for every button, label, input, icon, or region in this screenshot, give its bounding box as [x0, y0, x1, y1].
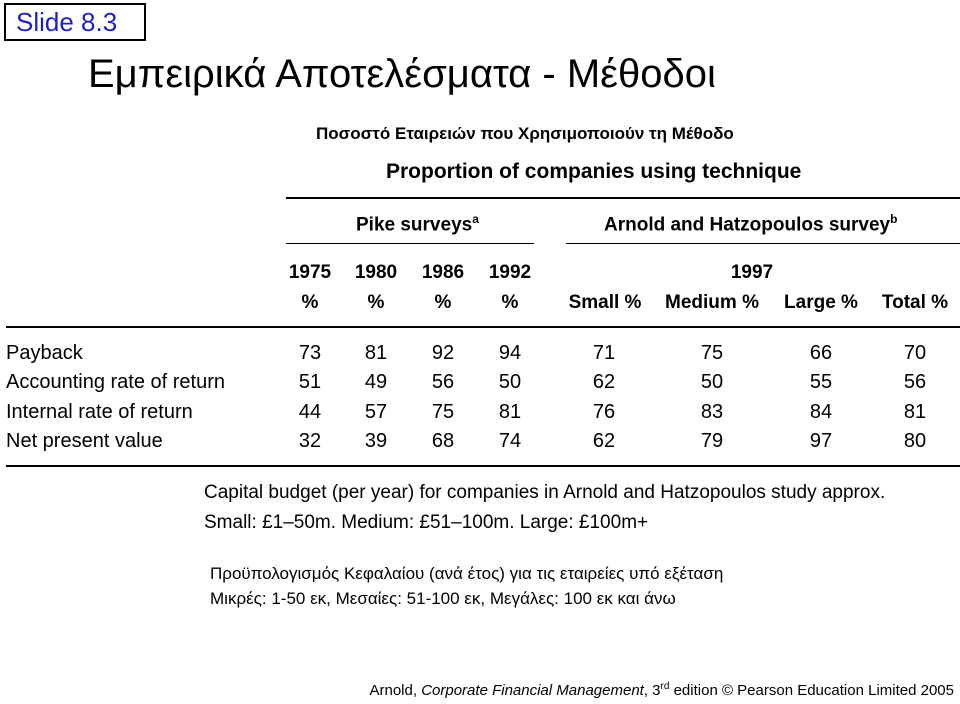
table-cell: 81	[498, 401, 522, 423]
capital-budget-note: Capital budget (per year) for companies in Arnold and Hatzopoulos study approx.	[204, 482, 886, 503]
column-header: %	[501, 292, 519, 313]
row-label: Net present value	[6, 430, 163, 452]
table-cell: 62	[592, 430, 616, 452]
table-cell: 71	[592, 342, 616, 364]
row-label: Internal rate of return	[6, 401, 193, 423]
table-cell: 80	[903, 430, 927, 452]
table-cell: 75	[431, 401, 455, 423]
table-cell: 92	[431, 342, 455, 364]
greek-size-definition-note: Μικρές: 1-50 εκ, Μεσαίες: 51-100 εκ, Μεγάλες: 100 εκ και άνω	[210, 589, 676, 608]
year-header: 1975	[288, 262, 332, 283]
year-header: 1997	[730, 262, 774, 283]
group-pike-label: Pike surveys$^a$	[356, 212, 479, 236]
table-cell: 66	[809, 342, 833, 364]
column-header: Small %	[568, 292, 642, 313]
column-header: Total %	[881, 292, 949, 313]
table-cell: 39	[364, 430, 388, 452]
greek-capital-budget-note: Προϋπολογισμός Κεφαλαίου (ανά έτος) για τις εταιρείες υπό εξέταση	[210, 564, 724, 583]
table-cell: 51	[298, 371, 322, 393]
table-cell: 50	[700, 371, 724, 393]
year-header: 1980	[354, 262, 398, 283]
group-arnold-label: Arnold and Hatzopoulos survey$^b$	[604, 212, 898, 236]
table-cell: 56	[431, 371, 455, 393]
column-header: %	[367, 292, 385, 313]
table-cell: 74	[498, 430, 522, 452]
table-cell: 62	[592, 371, 616, 393]
row-label: Accounting rate of return	[6, 371, 226, 393]
size-definition-note: Small: £1–50m. Medium: £51–100m. Large: £100m+	[204, 512, 649, 533]
year-header: 1986	[421, 262, 465, 283]
table-cell: 44	[298, 401, 322, 423]
table-cell: 50	[498, 371, 522, 393]
table-cell: 83	[700, 401, 724, 423]
table-cell: 32	[298, 430, 322, 452]
table-cell: 70	[903, 342, 927, 364]
table-cell: 73	[298, 342, 322, 364]
table-cell: 75	[700, 342, 724, 364]
table-cell: 55	[809, 371, 833, 393]
table-cell: 84	[809, 401, 833, 423]
source-citation: Arnold, Corporate Financial Management, 3rd edition © Pearson Education Limited 2005	[369, 681, 954, 699]
row-label: Payback	[6, 342, 83, 364]
table-heading: Proportion of companies using technique	[386, 160, 802, 183]
column-header: Large %	[784, 292, 858, 313]
column-header: %	[301, 292, 319, 313]
table-cell: 97	[809, 430, 833, 452]
table-cell: 79	[700, 430, 724, 452]
table-cell: 57	[364, 401, 388, 423]
column-header: Medium %	[665, 292, 759, 313]
slide-title: Εμπειρικά Αποτελέσματα - Μέθοδοι	[88, 52, 716, 96]
greek-table-heading: Ποσοστό Εταιρειών που Χρησιμοποιούν τη Μέθοδο	[316, 124, 734, 143]
column-header: %	[434, 292, 452, 313]
table-cell: 81	[903, 401, 927, 423]
table-cell: 81	[364, 342, 388, 364]
table-cell: 94	[498, 342, 522, 364]
table-cell: 76	[592, 401, 616, 423]
table-cell: 49	[364, 371, 388, 393]
table-cell: 68	[431, 430, 455, 452]
year-header: 1992	[488, 262, 532, 283]
slide-number-label: Slide 8.3	[4, 3, 146, 41]
table-cell: 56	[903, 371, 927, 393]
